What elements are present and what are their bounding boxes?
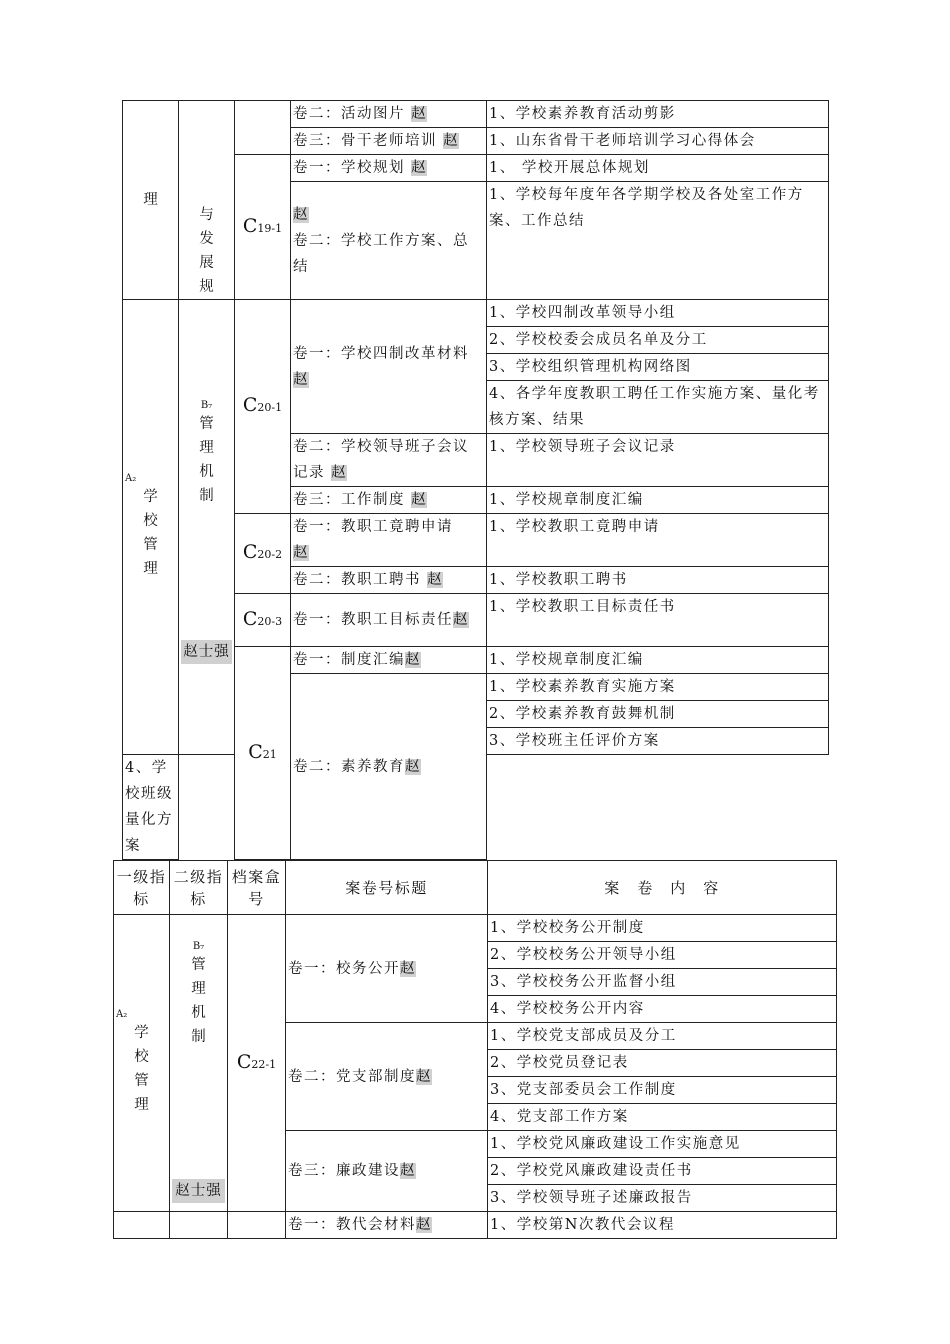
volume-title: 卷二：党支部制度赵 — [286, 1023, 488, 1131]
name-highlight: 赵 — [416, 1068, 432, 1085]
volume-content: 1、学校每年度年各学期学校及各处室工作方案、工作总结 — [487, 182, 829, 300]
volume-content: 1、学校教职工目标责任书 — [487, 594, 829, 647]
volume-title: 卷二：素养教育赵 — [291, 674, 487, 860]
volume-content-item: 2、学校党风廉政建设责任书 — [488, 1158, 837, 1185]
level1-label: 学 校 管 理 — [143, 489, 158, 577]
header-level1: 一级指标 — [114, 861, 170, 915]
volume-title: 卷三：骨干老师培训 赵 — [291, 128, 487, 155]
level1-cell — [123, 300, 179, 755]
volume-content: 1、学校教职工竟聘申请 — [487, 514, 829, 567]
volume-content-item: 3、党支部委员会工作制度 — [488, 1077, 837, 1104]
volume-title: 卷一：学校规划 赵 — [291, 155, 487, 182]
level1-label: 理 — [143, 192, 158, 208]
header-level2: 二级指标 — [170, 861, 228, 915]
volume-content-item: 1、学校党支部成员及分工 — [488, 1023, 837, 1050]
box-number-c19-1: C19-1 — [235, 155, 291, 300]
name-highlight: 赵 — [400, 960, 416, 977]
header-volume-title: 案卷号标题 — [286, 861, 488, 915]
name-highlight: 赵 — [400, 1163, 416, 1179]
name-highlight: 赵 — [293, 206, 309, 223]
box-number-c21: C21 — [235, 647, 291, 860]
box-number-c20-1: C20-1 — [235, 300, 291, 514]
volume-content-item: 4、党支部工作方案 — [488, 1104, 837, 1131]
volume-content-item: 4、学校班级量化方案 — [123, 755, 179, 860]
volume-title: 赵 卷二：学校工作方案、总结 — [291, 182, 487, 300]
name-highlight: 赵 — [443, 133, 460, 149]
level1-code: A₂ — [116, 1009, 128, 1020]
volume-content-item: 3、学校校务公开监督小组 — [488, 969, 837, 996]
level2-cell — [179, 300, 235, 755]
volume-title: 卷二：学校领导班子会议记录 赵 — [291, 434, 487, 487]
volume-content-item: 3、学校组织管理机构网络图 — [487, 354, 829, 381]
box-number-c22-1: C22-1 — [228, 915, 286, 1212]
level2-label: 管 理 机 制 — [191, 957, 206, 1045]
level1-cell — [114, 915, 170, 1212]
volume-title: 卷一：制度汇编赵 — [291, 647, 487, 674]
volume-content-item: 2、学校素养教育鼓舞机制 — [487, 701, 829, 728]
volume-content-item: 2、学校校务公开领导小组 — [488, 942, 837, 969]
volume-content-item: 3、学校班主任评价方案 — [487, 728, 829, 755]
name-highlight: 赵 — [405, 652, 421, 668]
name-highlight: 赵 — [331, 465, 348, 481]
volume-title: 卷一：教职工竟聘申请 赵 — [291, 514, 487, 567]
volume-content-item: 4、各学年度教职工聘任工作实施方案、量化考核方案、结果 — [487, 381, 829, 434]
volume-content: 1、学校第N次教代会议程 — [488, 1212, 837, 1239]
level2-cell-empty — [170, 1212, 228, 1239]
name-highlight: 赵 — [293, 371, 309, 388]
level2-label: 管 理 机 制 — [199, 416, 214, 504]
volume-content: 1、学校领导班子会议记录 — [487, 434, 829, 487]
volume-title: 卷二：活动图片 赵 — [291, 101, 487, 128]
volume-content: 1、学校教职工聘书 — [487, 567, 829, 594]
person-name: 赵士强 — [172, 1179, 225, 1203]
name-highlight: 赵 — [427, 572, 444, 588]
box-number-c20-3: C20-3 — [235, 594, 291, 647]
volume-title: 卷三：廉政建设赵 — [286, 1131, 488, 1212]
level2-code: B₇ — [192, 941, 205, 952]
level2-cell: 与 发 展 规 — [179, 101, 235, 300]
volume-title: 卷三：工作制度 赵 — [291, 487, 487, 514]
name-highlight: 赵 — [453, 612, 469, 628]
level1-cell — [123, 101, 179, 300]
name-highlight: 赵 — [411, 492, 428, 508]
volume-content-item: 4、学校校务公开内容 — [488, 996, 837, 1023]
name-highlight: 赵 — [411, 160, 428, 176]
volume-content-item: 2、学校党员登记表 — [488, 1050, 837, 1077]
volume-content: 1、学校素养教育活动剪影 — [487, 101, 829, 128]
volume-content: 1、学校规章制度汇编 — [487, 487, 829, 514]
volume-content-item: 1、学校党风廉政建设工作实施意见 — [488, 1131, 837, 1158]
box-number-cell — [235, 101, 291, 155]
name-highlight: 赵 — [411, 106, 428, 122]
archive-table-1 — [122, 100, 829, 860]
name-highlight: 赵 — [416, 1217, 432, 1233]
volume-title: 卷一：学校四制改革材料 赵 — [291, 300, 487, 434]
volume-content-item: 2、学校校委会成员名单及分工 — [487, 327, 829, 354]
level1-code: A₂ — [125, 473, 137, 484]
volume-title: 卷一：校务公开赵 — [286, 915, 488, 1023]
archive-table-2 — [113, 860, 837, 1239]
person-name: 赵士强 — [181, 640, 232, 664]
volume-content-item: 3、学校领导班子述廉政报告 — [488, 1185, 837, 1212]
volume-content: 1、山东省骨干老师培训学习心得体会 — [487, 128, 829, 155]
volume-content-item: 1、学校四制改革领导小组 — [487, 300, 829, 327]
volume-title: 卷一：教代会材料赵 — [286, 1212, 488, 1239]
volume-content: 1、 学校开展总体规划 — [487, 155, 829, 182]
level2-code: B₇ — [200, 400, 213, 411]
level2-cell — [170, 915, 228, 1212]
name-highlight: 赵 — [405, 758, 421, 775]
volume-content: 1、学校规章制度汇编 — [487, 647, 829, 674]
header-volume-content: 案 卷 内 容 — [488, 861, 837, 915]
volume-content-item: 1、学校校务公开制度 — [488, 915, 837, 942]
level1-label: 学 校 管 理 — [134, 1025, 149, 1113]
level1-cell-empty — [114, 1212, 170, 1239]
volume-title: 卷一：教职工目标责任赵 — [291, 594, 487, 647]
box-number-c20-2: C20-2 — [235, 514, 291, 594]
box-number-cell-empty — [228, 1212, 286, 1239]
volume-content-item: 1、学校素养教育实施方案 — [487, 674, 829, 701]
name-highlight: 赵 — [293, 545, 309, 561]
header-box-number: 档案盒号 — [228, 861, 286, 915]
volume-title: 卷二：教职工聘书 赵 — [291, 567, 487, 594]
